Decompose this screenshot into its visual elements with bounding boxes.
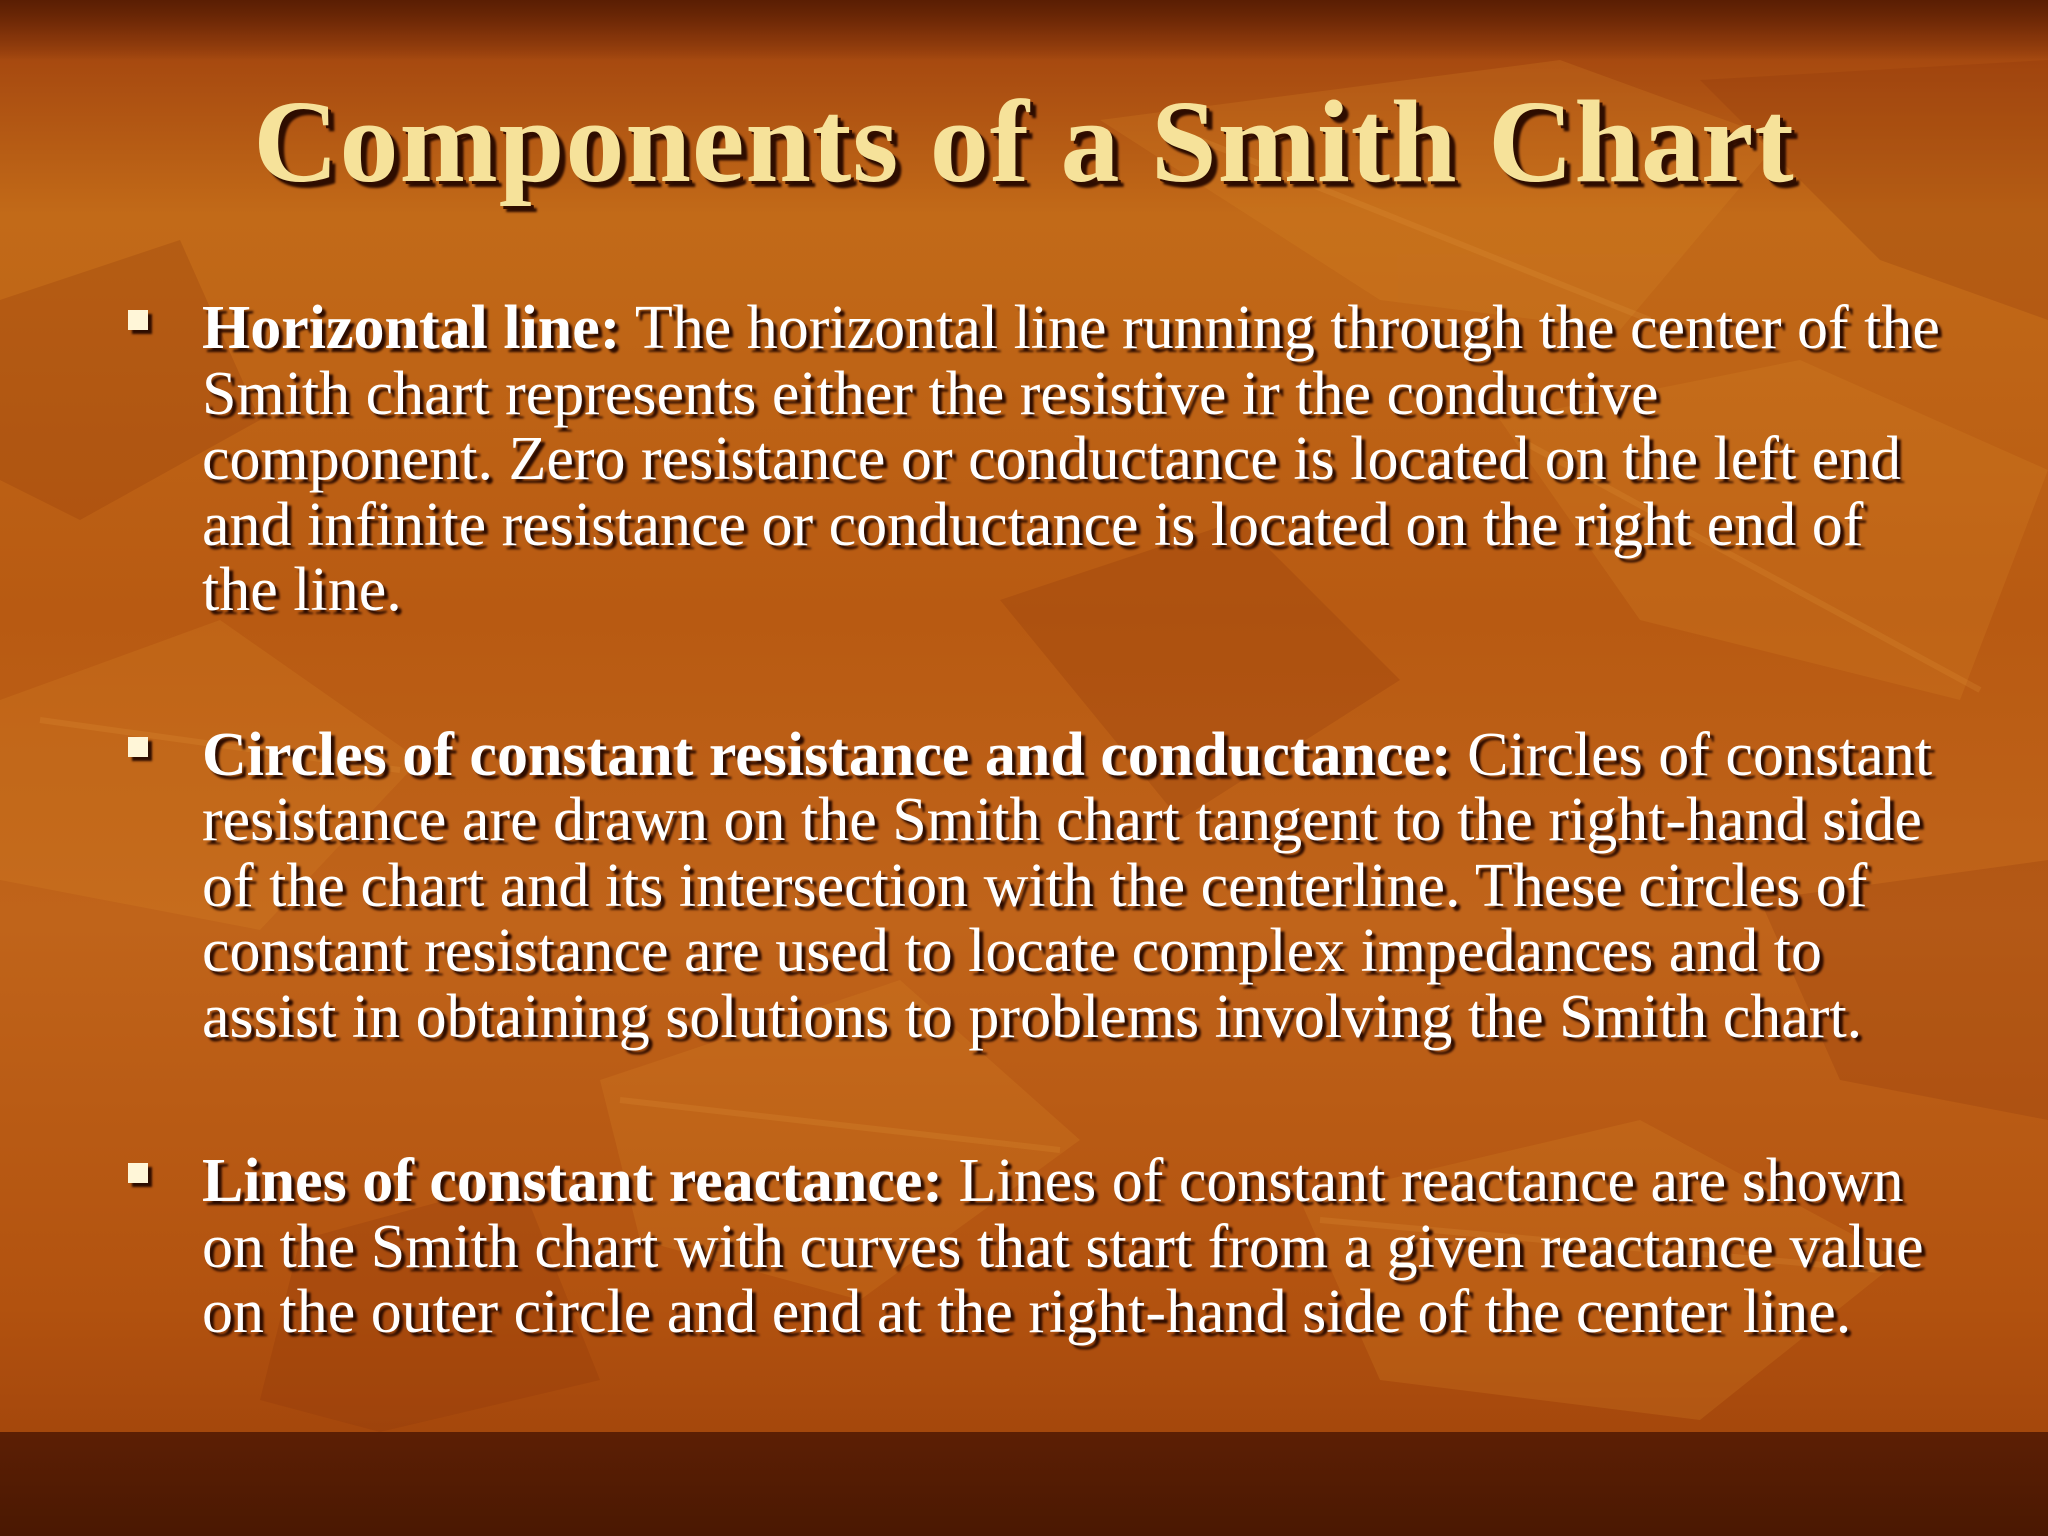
bottom-band xyxy=(0,1432,2048,1536)
bullet-body: Circles of constant resistance are drawn on the Smith chart tangent to the right-hand side of the chart and its intersection with the centerline. These circles of constant resistance are used to locate complex impedances and to assist in obtaining solutions to problems involving the Smith chart. xyxy=(202,720,1933,1051)
bullet-list xyxy=(120,296,1940,1346)
slide-title: Components of a Smith Chart xyxy=(253,76,1795,207)
top-band xyxy=(0,0,2048,60)
square-bullet-icon xyxy=(128,737,148,757)
bullet-body: The horizontal line running through the center of the Smith chart represents either the resistive ir the conductive component. Zero resistance or conductance is located on the left end and infinite resistance or conductance is located on the right end of the line. xyxy=(202,294,1940,624)
bullet-heading: Circles of constant resistance and conductance: xyxy=(202,720,1452,789)
square-bullet-icon xyxy=(128,1163,148,1183)
bullet-body: Lines of constant reactance are shown on the Smith chart with curves that start from a given reactance value on the outer circle and end at the right-hand side of the center line. xyxy=(202,1147,1924,1346)
bullet-item-horizontal-line xyxy=(120,296,1940,624)
bullet-item-constant-resistance-circles xyxy=(120,720,1940,1051)
bullet-heading: Lines of constant reactance: xyxy=(202,1147,944,1215)
bullet-item-constant-reactance-lines xyxy=(120,1149,1940,1346)
bullet-heading: Horizontal line: xyxy=(202,294,621,362)
square-bullet-icon xyxy=(128,310,148,330)
